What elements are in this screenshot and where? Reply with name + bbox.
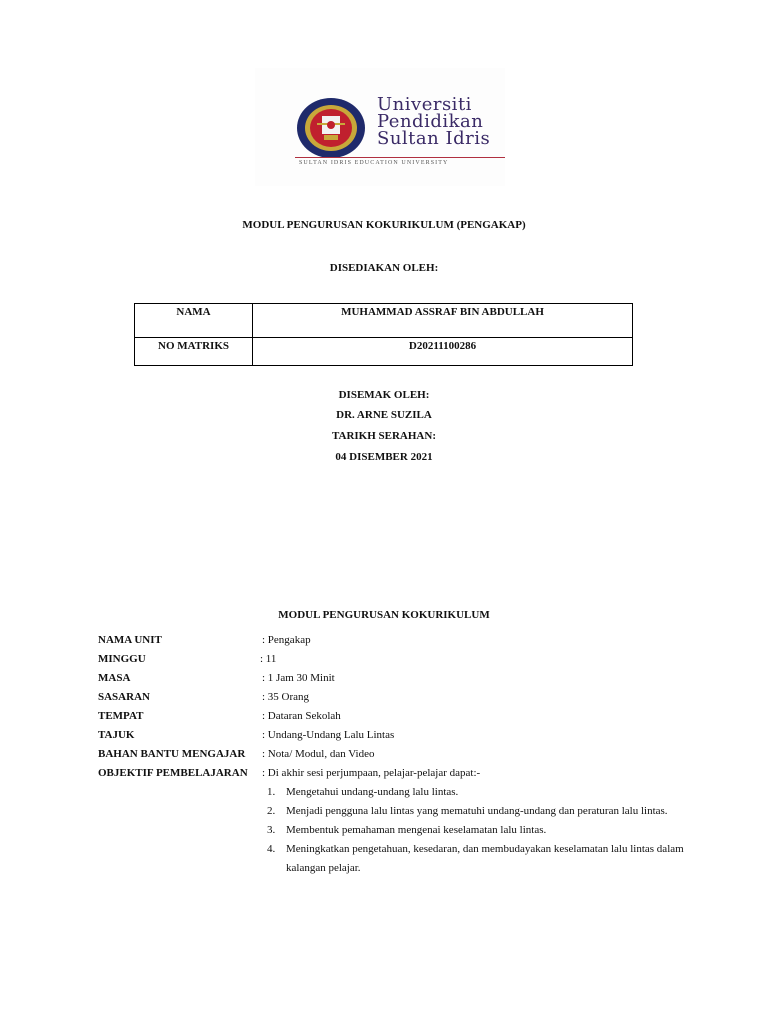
field-label: MASA [98,672,131,684]
table-row [135,338,633,366]
submission-date: 04 DISEMBER 2021 [335,451,433,463]
field-label: SASARAN [98,691,150,703]
objective-text: kalangan pelajar. [286,862,361,874]
name-value: MUHAMMAD ASSRAF BIN ABDULLAH [253,304,633,338]
matric-value: D20211100286 [253,338,633,366]
objective-number: 2. [267,805,276,817]
field-label: TEMPAT [98,710,144,722]
field-value: : 1 Jam 30 Minit [262,672,335,684]
objective-number: 3. [267,824,276,836]
university-crest-icon [295,96,367,160]
objective-text: Membentuk pemahaman mengenai keselamatan lalu lintas. [286,824,547,836]
university-name [377,96,490,147]
matric-label: NO MATRIKS [135,338,253,366]
field-value: : Undang-Undang Lalu Lintas [262,729,395,741]
submission-label: TARIKH SERAHAN: [331,430,436,442]
reviewer-name: DR. ARNE SUZILA [336,409,432,421]
field-value: : Nota/ Modul, dan Video [262,748,375,760]
field-value: : 35 Orang [262,691,310,703]
cover-title: MODUL PENGURUSAN KOKURIKULUM (PENGAKAP) [242,219,526,231]
field-label: MINGGU [98,653,146,665]
table-row [135,304,633,338]
student-info-table [134,303,633,366]
university-name-line1: Universiti [377,94,472,115]
field-value: : 11 [260,653,277,665]
objective-text: Menjadi pengguna lalu lintas yang mematuhi undang-undang dan peraturan lalu lintas. [286,805,668,817]
field-label: BAHAN BANTU MENGAJAR [98,748,246,760]
field-value: : Di akhir sesi perjumpaan, pelajar-pelajar dapat:- [262,767,481,779]
field-value: : Pengakap [262,634,311,646]
reviewed-by-label: DISEMAK OLEH: [338,389,430,401]
university-tagline: SULTAN IDRIS EDUCATION UNIVERSITY [299,160,449,166]
field-label: OBJEKTIF PEMBELAJARAN [98,767,248,779]
module-title: MODUL PENGURUSAN KOKURIKULUM [278,609,490,621]
field-value: : Dataran Sekolah [262,710,341,722]
field-label: NAMA UNIT [98,634,162,646]
logo-divider [295,157,505,158]
university-logo [255,68,505,186]
university-name-line3: Sultan Idris [377,128,491,149]
university-name-line2: Pendidikan [377,111,484,132]
objective-text: Meningkatkan pengetahuan, kesedaran, dan membudayakan keselamatan lalu lintas dalam [286,843,684,855]
objective-number: 1. [267,786,276,798]
prepared-by-label: DISEDIAKAN OLEH: [329,262,439,274]
objective-number: 4. [267,843,276,855]
objective-text: Mengetahui undang-undang lalu lintas. [286,786,459,798]
name-label: NAMA [135,304,253,338]
field-label: TAJUK [98,729,135,741]
